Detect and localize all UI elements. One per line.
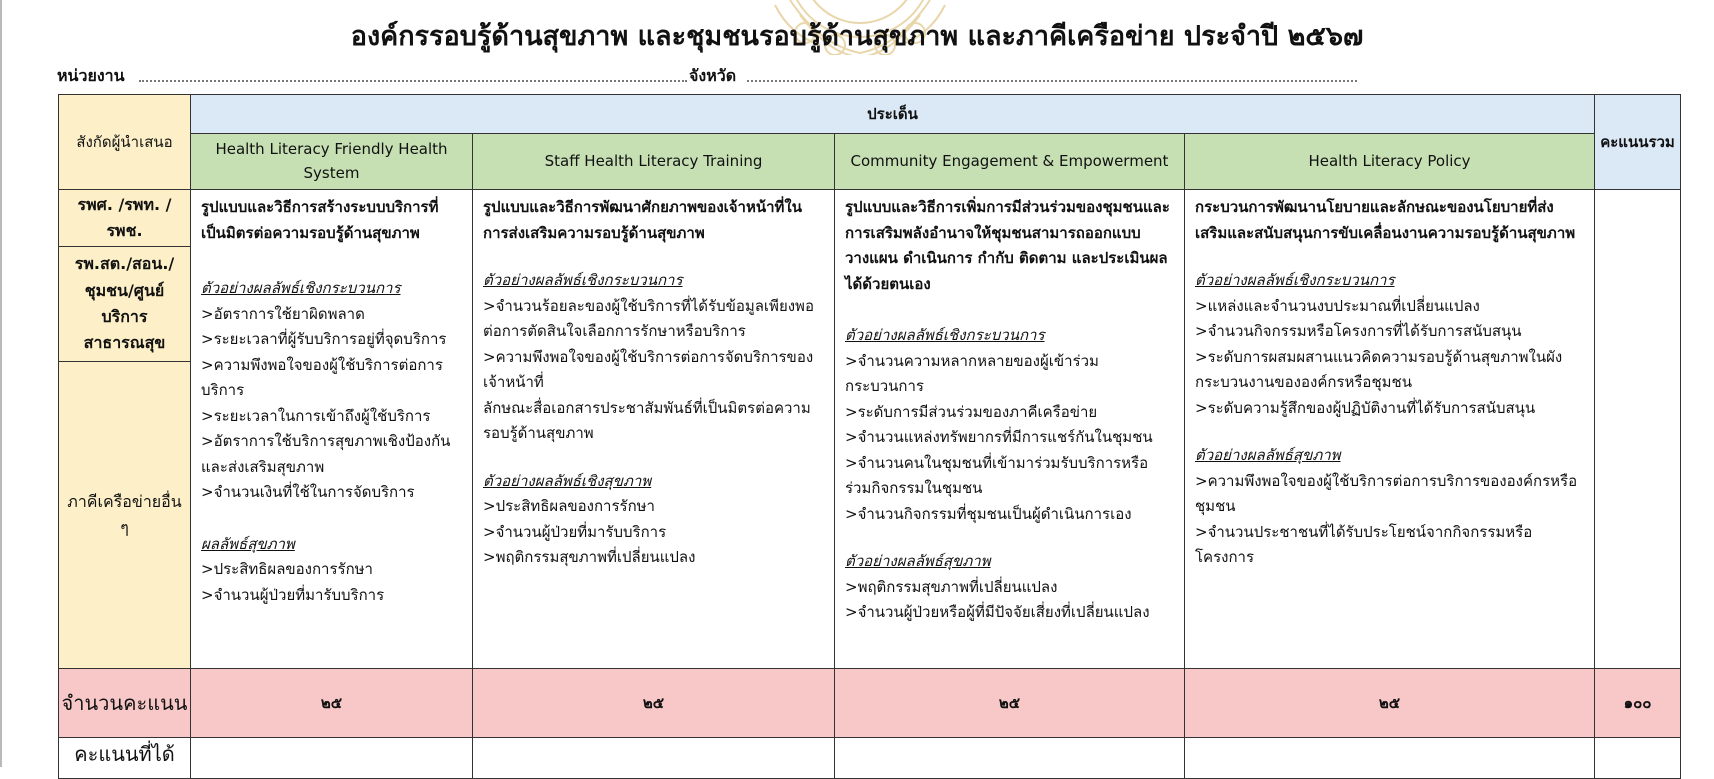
column-header-hl-system: Health Literacy Friendly Health System — [191, 134, 473, 190]
list-item: >จำนวนร้อยละของผู้ใช้บริการที่ได้รับข้อมูลเพียงพอต่อการตัดสินใจเลือกการรักษาหรือบริการ — [483, 296, 814, 340]
health-outcome-label: ตัวอย่างผลลัพธ์สุขภาพ — [845, 552, 991, 570]
list-item: >จำนวนเงินที่ใช้ในการจัดบริการ — [201, 483, 415, 501]
list-item: >อัตราการใช้บริการสุขภาพเชิงป้องกันและส่งเสริมสุขภาพ — [201, 432, 451, 476]
list-item: >จำนวนผู้ป่วยที่มารับบริการ — [201, 585, 385, 604]
total-empty-cell — [1595, 190, 1681, 669]
affiliation-community: รพ.สต./สอน./ชุมชน/ศูนย์บริการสาธารณสุข — [59, 247, 190, 362]
list-item: >ความพึงพอใจของผู้ใช้บริการต่อการจัดบริการของเจ้าหน้าที่ — [483, 347, 814, 391]
list-item: >พฤติกรรมสุขภาพที่เปลี่ยนแปลง — [845, 577, 1058, 596]
received-score-label: คะแนนที่ได้ — [59, 738, 191, 779]
column-header-community: Community Engagement & Empowerment — [835, 134, 1185, 190]
province-label: จังหวัด — [689, 66, 737, 85]
affiliation-network: ภาคีเครือข่ายอื่น ๆ — [67, 491, 182, 537]
column-header-staff-training: Staff Health Literacy Training — [473, 134, 835, 190]
cell-policy — [1185, 190, 1595, 669]
list-item: >แหล่งและจำนวนงบประมาณที่เปลี่ยนแปลง — [1195, 296, 1480, 315]
health-outcome-label: ตัวอย่างผลลัพธ์สุขภาพ — [1195, 446, 1341, 464]
received-score-cell[interactable] — [835, 738, 1185, 779]
health-outcome-label: ผลลัพธ์สุขภาพ — [201, 534, 295, 553]
score-hl-system: ๒๕ — [191, 669, 473, 738]
list-item: >ประสิทธิผลของการรักษา — [483, 497, 655, 515]
list-item: >จำนวนกิจกรรมหรือโครงการที่ได้รับการสนับสนุน — [1195, 322, 1522, 340]
score-community: ๒๕ — [835, 669, 1185, 738]
received-score-cell[interactable] — [1595, 738, 1681, 779]
unit-dotted-field[interactable] — [139, 80, 687, 82]
received-score-cell[interactable] — [473, 738, 835, 779]
received-score-cell[interactable] — [191, 738, 473, 779]
form-line — [57, 64, 1357, 90]
health-outcome-label: ตัวอย่างผลลัพธ์เชิงสุขภาพ — [483, 471, 652, 490]
page-title: องค์กรรอบรู้ด้านสุขภาพ และชุมชนรอบรู้ด้านสุขภาพ และภาคีเครือข่าย ประจำปี ๒๕๖๗ — [350, 21, 1364, 52]
list-item: >จำนวนความหลากหลายของผู้เข้าร่วมกระบวนการ — [845, 351, 1099, 395]
list-item: >ระดับการมีส่วนร่วมของภาคีเครือข่าย — [845, 402, 1098, 421]
page-edge — [0, 0, 2, 767]
list-item: >จำนวนประชาชนที่ได้รับประโยชน์จากกิจกรรมหรือโครงการ — [1195, 522, 1533, 566]
criteria-table — [58, 94, 1681, 779]
list-item: >จำนวนผู้ป่วยที่มารับบริการ — [483, 522, 667, 541]
process-outcome-label: ตัวอย่างผลลัพธ์เชิงกระบวนการ — [483, 271, 683, 289]
cell-staff-training — [473, 190, 835, 669]
list-item: >ประสิทธิผลของการรักษา — [201, 560, 373, 578]
score-label: จำนวนคะแนน — [59, 669, 191, 738]
total-header: คะแนนรวม — [1595, 95, 1681, 190]
cell-hl-system — [191, 190, 473, 669]
unit-label: หน่วยงาน — [57, 66, 125, 85]
list-item: >ระดับการผสมผสานแนวคิดความรอบรู้ด้านสุขภาพในผังกระบวนงานขององค์กรหรือชุมชน — [1195, 347, 1563, 391]
list-item: >ความพึงพอใจของผู้ใช้บริการต่อการบริการขององค์กรหรือชุมชน — [1195, 471, 1578, 515]
list-item: >จำนวนกิจกรรมที่ชุมชนเป็นผู้ดำเนินการเอง — [845, 504, 1132, 523]
list-item: >จำนวนคนในชุมชนที่เข้ามาร่วมรับบริการหรือร่วมกิจกรรมในชุมชน — [845, 453, 1149, 497]
process-outcome-label: ตัวอย่างผลลัพธ์เชิงกระบวนการ — [1195, 271, 1395, 289]
list-item: ลักษณะสื่อเอกสารประชาสัมพันธ์ที่เป็นมิตรต่อความรอบรู้ด้านสุขภาพ — [483, 398, 811, 442]
list-item: >ระยะเวลาในการเข้าถึงผู้ใช้บริการ — [201, 406, 431, 425]
affiliation-hospital: รพศ. /รพท. / รพช. — [59, 190, 190, 247]
cell-title: กระบวนการพัฒนานโยบายและลักษณะของนโยบายที่ส่งเสริมและสนับสนุนการขับเคลื่อนงานความรอบรู้ด้านสุขภาพ — [1195, 198, 1576, 242]
process-outcome-label: ตัวอย่างผลลัพธ์เชิงกระบวนการ — [845, 326, 1045, 344]
cell-community — [835, 190, 1185, 669]
process-outcome-label: ตัวอย่างผลลัพธ์เชิงกระบวนการ — [201, 279, 401, 297]
list-item: >พฤติกรรมสุขภาพที่เปลี่ยนแปลง — [483, 548, 696, 566]
score-total: ๑๐๐ — [1595, 669, 1681, 738]
cell-title: รูปแบบและวิธีการพัฒนาศักยภาพของเจ้าหน้าที่ในการส่งเสริมความรอบรู้ด้านสุขภาพ — [483, 198, 803, 242]
list-item: >จำนวนผู้ป่วยหรือผู้ที่มีปัจจัยเสี่ยงที่เปลี่ยนแปลง — [845, 603, 1150, 621]
list-item: >ระยะเวลาที่ผู้รับบริการอยู่ที่จุดบริการ — [201, 330, 447, 348]
list-item: >อัตราการใช้ยาผิดพลาด — [201, 304, 365, 323]
score-staff-training: ๒๕ — [473, 669, 835, 738]
issue-header: ประเด็น — [191, 95, 1595, 134]
list-item: >ระดับความรู้สึกของผู้ปฏิบัติงานที่ได้รับการสนับสนุน — [1195, 398, 1536, 417]
cell-title: รูปแบบและวิธีการเพิ่มการมีส่วนร่วมของชุมชนและการเสริมพลังอำนาจให้ชุมชนสามารถออกแบบ วางแผน ดำเนินการ กำกับ ติดตาม และประเมินผลได้ด้วยตนเอง — [845, 198, 1170, 293]
affiliation-column — [59, 190, 191, 669]
cell-title: รูปแบบและวิธีการสร้างระบบบริการที่เป็นมิตรต่อความรอบรู้ด้านสุขภาพ — [201, 198, 439, 242]
list-item: >ความพึงพอใจของผู้ใช้บริการต่อการบริการ — [201, 355, 443, 399]
score-policy: ๒๕ — [1185, 669, 1595, 738]
received-score-cell[interactable] — [1185, 738, 1595, 779]
column-header-policy: Health Literacy Policy — [1185, 134, 1595, 190]
affiliation-header: สังกัดผู้นำเสนอ — [59, 95, 191, 190]
province-dotted-field[interactable] — [747, 80, 1357, 82]
list-item: >จำนวนแหล่งทรัพยากรที่มีการแชร์กันในชุมชน — [845, 428, 1153, 446]
